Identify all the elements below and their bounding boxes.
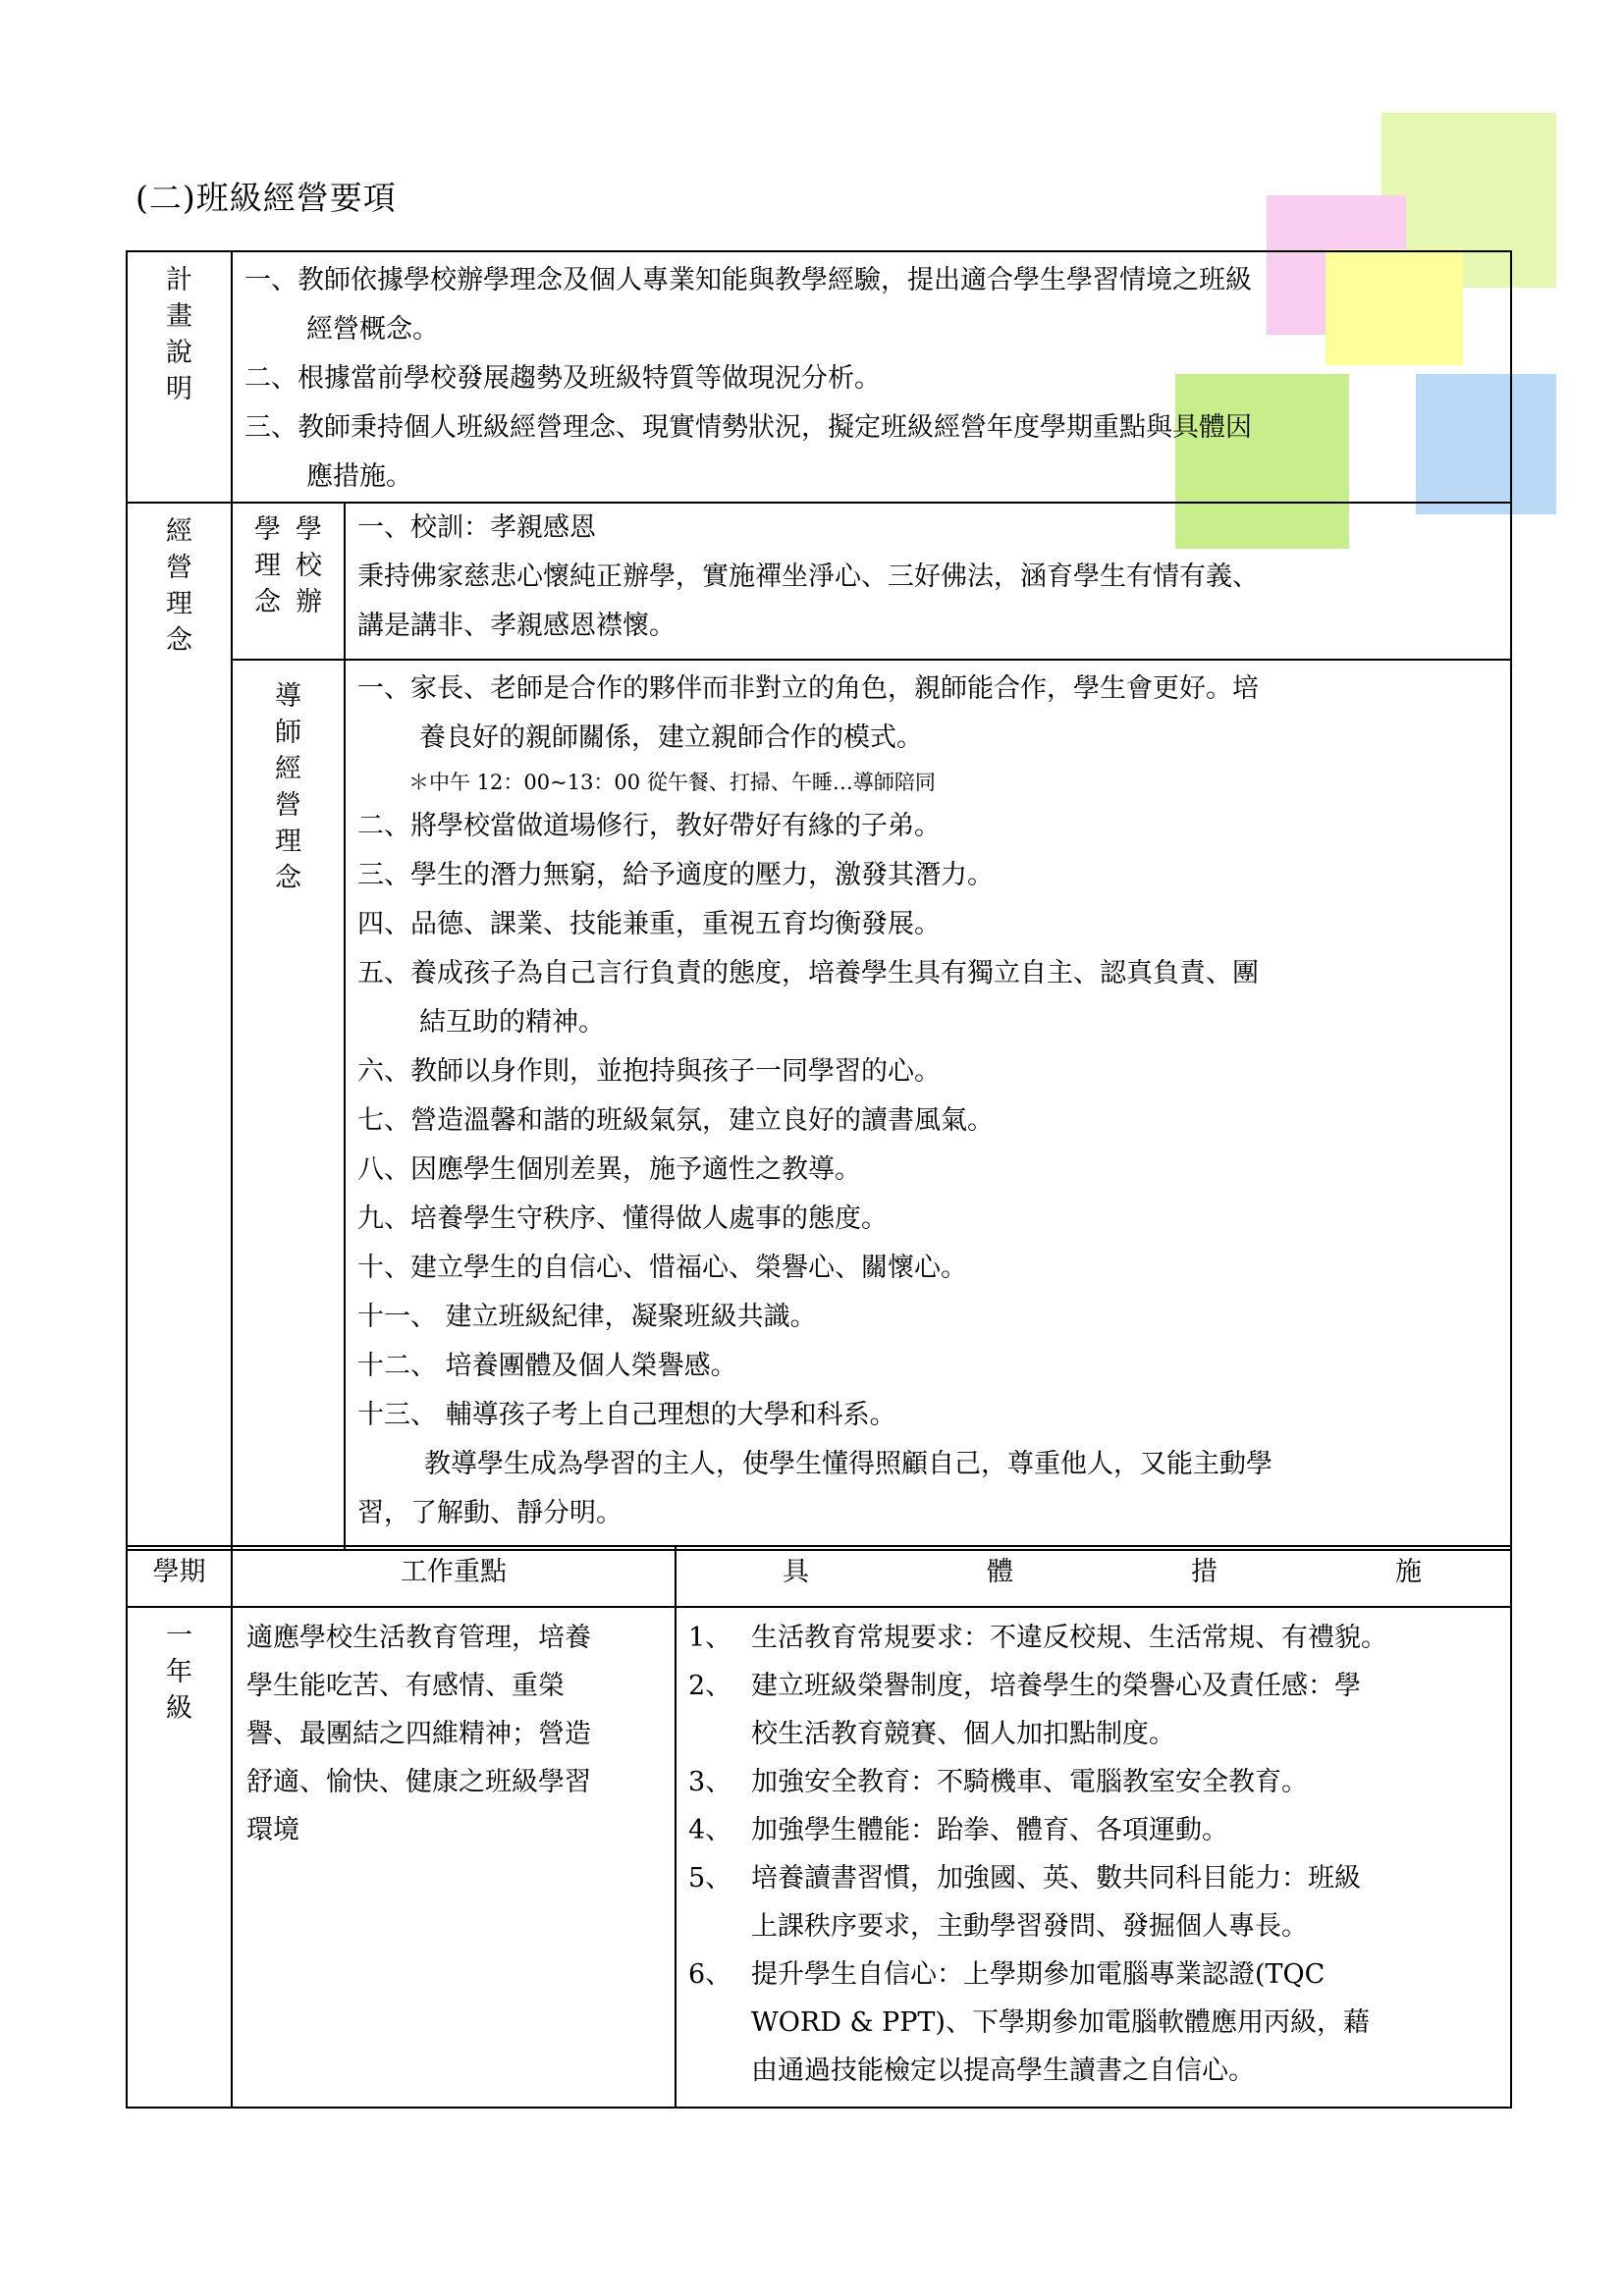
focus-line: 譽、最團結之四維精神；營造 — [246, 1719, 591, 1749]
mentor-item: 八、因應學生個別差異，施予適性之教導。 — [357, 1154, 861, 1185]
measure-item: 1、 生活教育常規要求：不違反校規、生活常規、有禮貌。 — [688, 1623, 1387, 1653]
focus-line: 適應學校生活教育管理，培養 — [246, 1623, 591, 1653]
plan-item: 一、教師依據學校辦學理念及個人專業知能與教學經驗，提出適合學生學習情境之班級 — [244, 265, 1252, 295]
focus-line: 環境 — [246, 1815, 299, 1845]
plan-item-cont: 經營概念。 — [306, 314, 439, 345]
mentor-item: 三、學生的潛力無窮，給予適度的壓力，激發其潛力。 — [357, 860, 994, 890]
mentor-closing: 教導學生成為學習的主人，使學生懂得照顧自己，尊重他人，又能主動學 — [424, 1449, 1272, 1479]
mentor-item: 五、養成孩子為自己言行負責的態度，培養學生具有獨立自主、認真負責、團 — [357, 958, 1259, 988]
mentor-item: 十、建立學生的自信心、惜福心、榮譽心、關懷心。 — [357, 1253, 967, 1283]
mentor-item: 六、教師以身作則，並抱持與孩子一同學習的心。 — [357, 1056, 941, 1087]
mentor-item: 九、培養學生守秩序、懂得做人處事的態度。 — [357, 1203, 888, 1234]
measure-item-cont: 上課秩序要求，主動學習發問、發掘個人專長。 — [751, 1911, 1308, 1942]
measure-item-cont: WORD & PPT)、下學期參加電腦軟體應用丙級，藉 — [751, 2007, 1370, 2038]
mentor-philosophy-label: 導 師 經 營 理 念 — [232, 660, 345, 1550]
measure-item: 5、 培養讀書習慣，加強國、英、數共同科目能力：班級 — [688, 1863, 1361, 1894]
focus-header: 工作重點 — [232, 1546, 676, 1607]
plan-item: 三、教師秉持個人班級經營理念、現實情勢狀況，擬定班級經營年度學期重點與具體因 — [244, 412, 1252, 443]
schedule-table — [126, 1545, 1512, 2109]
focus-line: 學生能吃苦、有感情、重榮 — [246, 1671, 565, 1701]
school-philosophy-content — [345, 503, 1511, 660]
mentor-item: 四、品德、課業、技能兼重，重視五育均衡發展。 — [357, 909, 941, 939]
mentor-item: 二、將學校當做道場修行，教好帶好有緣的子弟。 — [357, 811, 941, 841]
measure-item-cont: 校生活教育競賽、個人加扣點制度。 — [751, 1719, 1175, 1749]
mentor-note: ＊中午 12：00~13：00 從午餐、打掃、午睡…導師陪同 — [408, 771, 936, 794]
mentor-closing-cont: 習，了解動、靜分明。 — [357, 1498, 623, 1528]
term-header: 學期 — [127, 1546, 232, 1607]
measure-item: 3、 加強安全教育：不騎機車、電腦教室安全教育。 — [688, 1767, 1308, 1797]
work-focus — [232, 1607, 676, 2108]
plan-label: 計 畫 說 明 — [127, 251, 232, 503]
school-philosophy-label: 學 理 念 學 校 辦 — [232, 503, 345, 660]
grade-label: 一 年 級 — [127, 1607, 232, 2108]
plan-philosophy-table — [126, 250, 1512, 1551]
mentor-philosophy-content — [345, 660, 1511, 1550]
measure-item: 2、 建立班級榮譽制度，培養學生的榮譽心及責任感：學 — [688, 1671, 1361, 1701]
plan-item-cont: 應措施。 — [306, 461, 412, 492]
mentor-item-cont: 養良好的親師關係，建立親師合作的模式。 — [419, 722, 923, 753]
mentor-item: 十二、 培養團體及個人榮譽感。 — [357, 1351, 737, 1381]
plan-content — [232, 251, 1511, 503]
section-title: (二)班級經營要項 — [135, 179, 397, 217]
plan-item: 二、根據當前學校發展趨勢及班級特質等做現況分析。 — [244, 363, 881, 394]
school-philosophy-line: 講是講非、孝親感恩襟懷。 — [357, 611, 676, 641]
school-philosophy-line: 秉持佛家慈悲心懷純正辦學，實施禪坐淨心、三好佛法，涵育學生有情有義、 — [357, 561, 1259, 592]
measures-list — [676, 1607, 1511, 2108]
philosophy-label: 經 營 理 念 — [127, 503, 232, 1550]
measure-item: 6、 提升學生自信心：上學期參加電腦專業認證(TQC — [688, 1959, 1326, 1990]
mentor-item-cont: 結互助的精神。 — [419, 1007, 605, 1038]
mentor-item: 一、家長、老師是合作的夥伴而非對立的角色，親師能合作，學生會更好。培 — [357, 673, 1259, 704]
measure-item-cont: 由通過技能檢定以提高學生讀書之自信心。 — [751, 2056, 1255, 2086]
mentor-item: 十一、 建立班級紀律，凝聚班級共識。 — [357, 1302, 817, 1332]
mentor-item: 七、營造溫馨和諧的班級氣氛，建立良好的讀書風氣。 — [357, 1105, 994, 1136]
focus-line: 舒適、愉快、健康之班級學習 — [246, 1767, 591, 1797]
measures-header: 具 體 措 施 — [676, 1546, 1511, 1607]
mentor-item: 十三、 輔導孩子考上自己理想的大學和科系。 — [357, 1400, 896, 1430]
school-motto: 一、校訓：孝親感恩 — [357, 512, 596, 543]
measure-item: 4、 加強學生體能：跆拳、體育、各項運動。 — [688, 1815, 1228, 1845]
